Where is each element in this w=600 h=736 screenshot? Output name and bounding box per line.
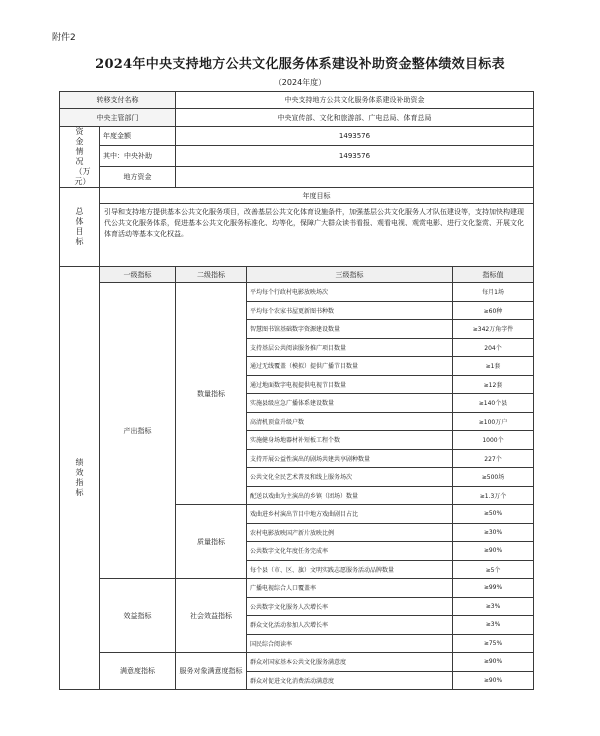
- indicator-value: ≥100万户: [453, 412, 534, 431]
- indicator-value: ≥30%: [453, 523, 534, 542]
- indicator-value: ≥1.3万个: [453, 486, 534, 505]
- transfer-name-label: 转移支付名称: [60, 92, 176, 109]
- table-row: [60, 188, 534, 204]
- level3-indicator: 通过无线覆盖（模拟）提供广播节目数量: [247, 357, 453, 376]
- indicator-value: ≥75%: [453, 634, 534, 653]
- indicator-row: [60, 579, 534, 598]
- level3-indicator: 支持开展公益性演出的剧场共建共享剧种数量: [247, 449, 453, 468]
- annual-goal-header: 年度目标: [100, 188, 534, 204]
- indicator-value: 204个: [453, 338, 534, 357]
- table-row: [60, 166, 534, 187]
- indicator-value: 1000个: [453, 431, 534, 450]
- attachment-label: 附件2: [52, 33, 76, 43]
- level3-indicator: 广播电视综合人口覆盖率: [247, 579, 453, 598]
- level2-indicator: 数量指标: [176, 283, 247, 505]
- table-row: [60, 127, 534, 146]
- level3-indicator: 每个县（市、区、旗）文明实践志愿服务活动品牌数量: [247, 560, 453, 579]
- col-header-level3: 三级指标: [247, 267, 453, 283]
- indicator-value: ≥1套: [453, 357, 534, 376]
- level3-indicator: 支持基层公共阅读服务推广项目数量: [247, 338, 453, 357]
- indicator-value: ≥140个县: [453, 394, 534, 413]
- indicator-value: 每月1场: [453, 283, 534, 302]
- indicator-value: ≥3%: [453, 597, 534, 616]
- level3-indicator: 高清机顶盒升级户数: [247, 412, 453, 431]
- level3-indicator: 农村电影放映国产新片放映比例: [247, 523, 453, 542]
- performance-group-label: 绩效指标: [60, 267, 100, 690]
- annual-amount-value: 1493576: [176, 127, 534, 146]
- level3-indicator: 公共数字文化服务人次增长率: [247, 597, 453, 616]
- indicator-value: ≥3%: [453, 616, 534, 635]
- level3-indicator: 公共数字文化年度任务完成率: [247, 542, 453, 561]
- indicator-value: ≥50%: [453, 505, 534, 524]
- col-header-level2: 二级指标: [176, 267, 247, 283]
- level3-indicator: 群众文化活动参加人次增长率: [247, 616, 453, 635]
- authority-value: 中央宣传部、文化和旅游部、广电总局、体育总局: [176, 109, 534, 127]
- level3-indicator: 国民综合阅读率: [247, 634, 453, 653]
- annual-amount-label: 年度金额: [100, 127, 176, 146]
- table-row: [60, 204, 534, 267]
- level3-indicator: 智慧图书馆基础数字资源建设数量: [247, 320, 453, 339]
- indicator-value: ≥12套: [453, 375, 534, 394]
- local-fund-value: [176, 166, 534, 187]
- indicator-value: ≥90%: [453, 671, 534, 690]
- indicator-value: ≥500场: [453, 468, 534, 487]
- level3-indicator: 平均每个农家书屋更新图书种数: [247, 301, 453, 320]
- level1-indicator: 满意度指标: [100, 653, 176, 690]
- level3-indicator: 实施县级应急广播体系建设数量: [247, 394, 453, 413]
- local-fund-label: 地方资金: [100, 166, 176, 187]
- col-header-value: 指标值: [453, 267, 534, 283]
- overall-goal-label: 总体目标: [60, 188, 100, 267]
- level3-indicator: 公共文化全民艺术普及和线上服务场次: [247, 468, 453, 487]
- table-row: [60, 267, 534, 283]
- level3-indicator: 通过地面数字电视提供电视节目数量: [247, 375, 453, 394]
- level2-indicator: 社会效益指标: [176, 579, 247, 653]
- indicator-value: ≥90%: [453, 542, 534, 561]
- level2-indicator: 服务对象满意度指标: [176, 653, 247, 690]
- indicator-value: 227个: [453, 449, 534, 468]
- indicator-value: ≥342万角字件: [453, 320, 534, 339]
- fund-group-label: 资金情况（万元）: [60, 127, 100, 188]
- central-subsidy-label: 其中：中央补助: [100, 145, 176, 166]
- indicator-row: [60, 653, 534, 672]
- table-row: [60, 92, 534, 109]
- level3-indicator: 配送以戏曲为主演出的乡镇（团场）数量: [247, 486, 453, 505]
- year-note: （2024年度）: [273, 78, 327, 87]
- document-title: 2024年中央支持地方公共文化服务体系建设补助资金整体绩效目标表: [95, 57, 505, 72]
- col-header-level1: 一级指标: [100, 267, 176, 283]
- table-row: [60, 109, 534, 127]
- level3-indicator: 实施健身场地器材补短板工程个数: [247, 431, 453, 450]
- indicator-value: ≥5个: [453, 560, 534, 579]
- indicator-row: [60, 283, 534, 302]
- table-row: [60, 145, 534, 166]
- annual-goal-text: 引导和支持地方提供基本公共文化服务项目，改善基层公共文化体育设施条件，加强基层公共文化服务人才队伍建设等，支持加快构建现代公共文化服务体系，促进基本公共文化服务标准化、均等化，保障广大群众读书看报、观看电视、观赏电影、进行文化鉴赏、开展文化体育活动等基本文化权益。: [100, 204, 534, 267]
- level3-indicator: 群众对促进文化消费活动满意度: [247, 671, 453, 690]
- level3-indicator: 群众对国家基本公共文化服务满意度: [247, 653, 453, 672]
- level3-indicator: 平均每个行政村电影放映场次: [247, 283, 453, 302]
- authority-label: 中央主管部门: [60, 109, 176, 127]
- level1-indicator: 产出指标: [100, 283, 176, 579]
- level2-indicator: 质量指标: [176, 505, 247, 579]
- level1-indicator: 效益指标: [100, 579, 176, 653]
- performance-target-table: [59, 91, 534, 690]
- indicator-value: ≥90%: [453, 653, 534, 672]
- level3-indicator: 戏曲进乡村演出节目中地方戏曲剧目占比: [247, 505, 453, 524]
- indicator-value: ≥99%: [453, 579, 534, 598]
- central-subsidy-value: 1493576: [176, 145, 534, 166]
- transfer-name-value: 中央支持地方公共文化服务体系建设补助资金: [176, 92, 534, 109]
- indicator-value: ≥60种: [453, 301, 534, 320]
